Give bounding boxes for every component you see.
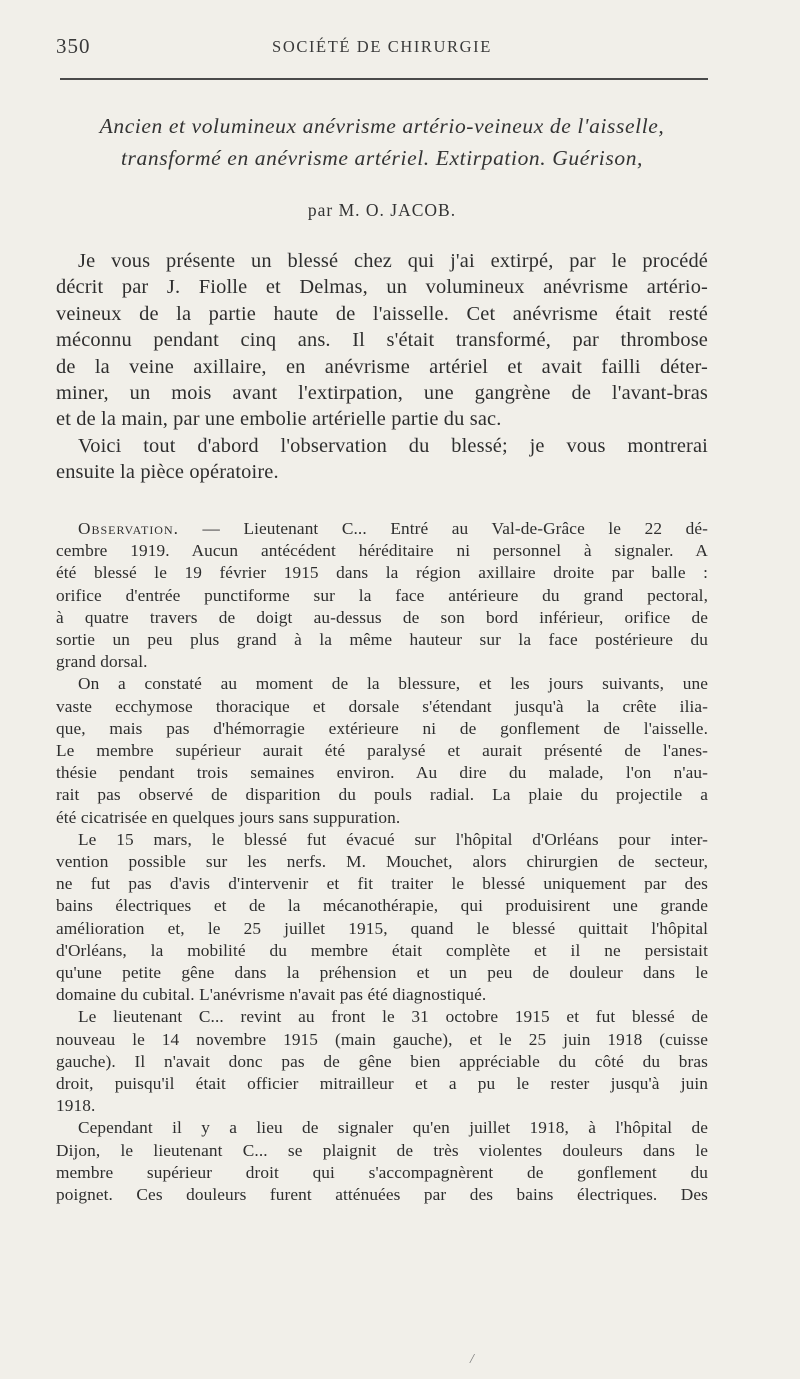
observation-first-line <box>56 518 708 540</box>
header-rule <box>60 78 708 80</box>
article-title <box>56 110 708 174</box>
text-line: amélioration et, le 25 juillet 1915, quand le blessé quittait l'hôpital <box>56 918 708 938</box>
text-line: que, mais pas d'hémorragie extérieure ni de gonflement de l'aisselle. <box>56 718 708 738</box>
text-line: Le lieutenant C... revint au front le 31 octobre 1915 et fut blessé de <box>78 1007 708 1027</box>
text-line: poignet. Ces douleurs furent atténuées par des bains électriques. Des <box>56 1185 708 1205</box>
page-number: 350 <box>56 34 91 58</box>
text-line: Voici tout d'abord l'observation du blessé; je vous montrerai <box>78 434 708 457</box>
text-line: méconnu pendant cinq ans. Il s'était transformé, par thrombose <box>56 329 708 352</box>
running-head: SOCIÉTÉ DE CHIRURGIE <box>272 37 492 56</box>
text-line: thésie pendant trois semaines environ. Au dire du malade, l'on n'au- <box>56 763 708 783</box>
title-line-1: Ancien et volumineux anévrisme artério-veineux de l'aisselle, <box>99 114 665 138</box>
text-line: Cependant il y a lieu de signaler qu'en juillet 1918, à l'hôpital de <box>78 1118 708 1138</box>
text-line: Je vous présente un blessé chez qui j'ai extirpé, par le procédé <box>78 250 708 272</box>
text-line: gauche). Il n'avait donc pas de gêne bien appréciable du côté du bras <box>56 1051 708 1071</box>
text-line: On a constaté au moment de la blessure, et les jours suivants, une <box>78 674 708 694</box>
text-line: à quatre travers de doigt au-dessus de son bord inférieur, orifice de <box>56 607 708 627</box>
text-line: bains électriques et de la mécanothérapie, qui produisirent une grande <box>56 896 708 916</box>
text-line: droit, puisqu'il était officier mitrailleur et a pu le rester jusqu'à juin <box>56 1074 708 1094</box>
text-line: sortie un peu plus grand à la même hauteur sur la face postérieure du <box>56 630 708 650</box>
text-line: d'Orléans, la mobilité du membre était complète et il ne persistait <box>56 940 708 960</box>
text-line: Le membre supérieur aurait été paralysé et aurait présenté de l'anes- <box>56 741 708 761</box>
text-line: été cicatrisée en quelques jours sans suppuration. <box>56 807 401 827</box>
text-line: domaine du cubital. L'anévrisme n'avait pas été diagnostiqué. <box>56 985 487 1005</box>
text-line: Le 15 mars, le blessé fut évacué sur l'hôpital d'Orléans pour inter- <box>78 829 708 849</box>
text-line: ensuite la pièce opératoire. <box>56 461 279 484</box>
text-line: miner, un mois avant l'extirpation, une gangrène de l'avant-bras <box>56 382 708 405</box>
text-line: 1918. <box>56 1096 96 1116</box>
intro-paragraph <box>56 248 708 486</box>
text-line: nouveau le 14 novembre 1915 (main gauche), et le 25 juin 1918 (cuisse <box>56 1029 708 1049</box>
observation-first-line-text: — Lieutenant C... Entré au Val-de-Grâce le 22 dé- <box>178 519 708 538</box>
author-line: par M. O. JACOB. <box>307 200 457 220</box>
text-line: été blessé le 19 février 1915 dans la région axillaire droite par balle : <box>56 563 708 583</box>
text-line: orifice d'entrée punctiforme sur la face antérieure du grand pectoral, <box>56 585 708 605</box>
text-line: membre supérieur droit qui s'accompagnèrent de gonflement du <box>56 1162 708 1182</box>
text-line: ne fut pas d'avis d'intervenir et fit traiter le blessé uniquement par des <box>56 874 708 894</box>
text-line: cembre 1919. Aucun antécédent héréditaire ni personnel à signaler. A <box>56 541 708 561</box>
title-line-2: transformé en anévrisme artériel. Extirpation. Guérison, <box>120 146 644 170</box>
text-line: vention possible sur les nerfs. M. Mouchet, alors chirurgien de secteur, <box>56 852 708 872</box>
text-line: vaste ecchymose thoracique et dorsale s'étendant jusqu'à la crête ilia- <box>56 696 708 716</box>
text-line: rait pas observé de disparition du pouls radial. La plaie du projectile a <box>56 785 708 805</box>
stray-mark: / <box>470 1352 474 1367</box>
text-line: grand dorsal. <box>56 652 148 672</box>
page-header <box>56 34 708 58</box>
observation-section <box>56 518 708 1206</box>
text-line: et de la main, par une embolie artérielle partie du sac. <box>56 408 502 431</box>
text-line: de la veine axillaire, en anévrisme artériel et avait failli déter- <box>56 355 708 378</box>
text-line: veineux de la partie haute de l'aisselle. Cet anévrisme était resté <box>56 302 708 325</box>
text-line: qu'une petite gêne dans la préhension et un peu de douleur dans le <box>56 963 708 983</box>
text-line: Dijon, le lieutenant C... se plaignit de très violentes douleurs dans le <box>56 1140 708 1160</box>
observation-label: Observation. <box>78 519 179 538</box>
text-line: décrit par J. Fiolle et Delmas, un volumineux anévrisme artério- <box>56 276 708 299</box>
